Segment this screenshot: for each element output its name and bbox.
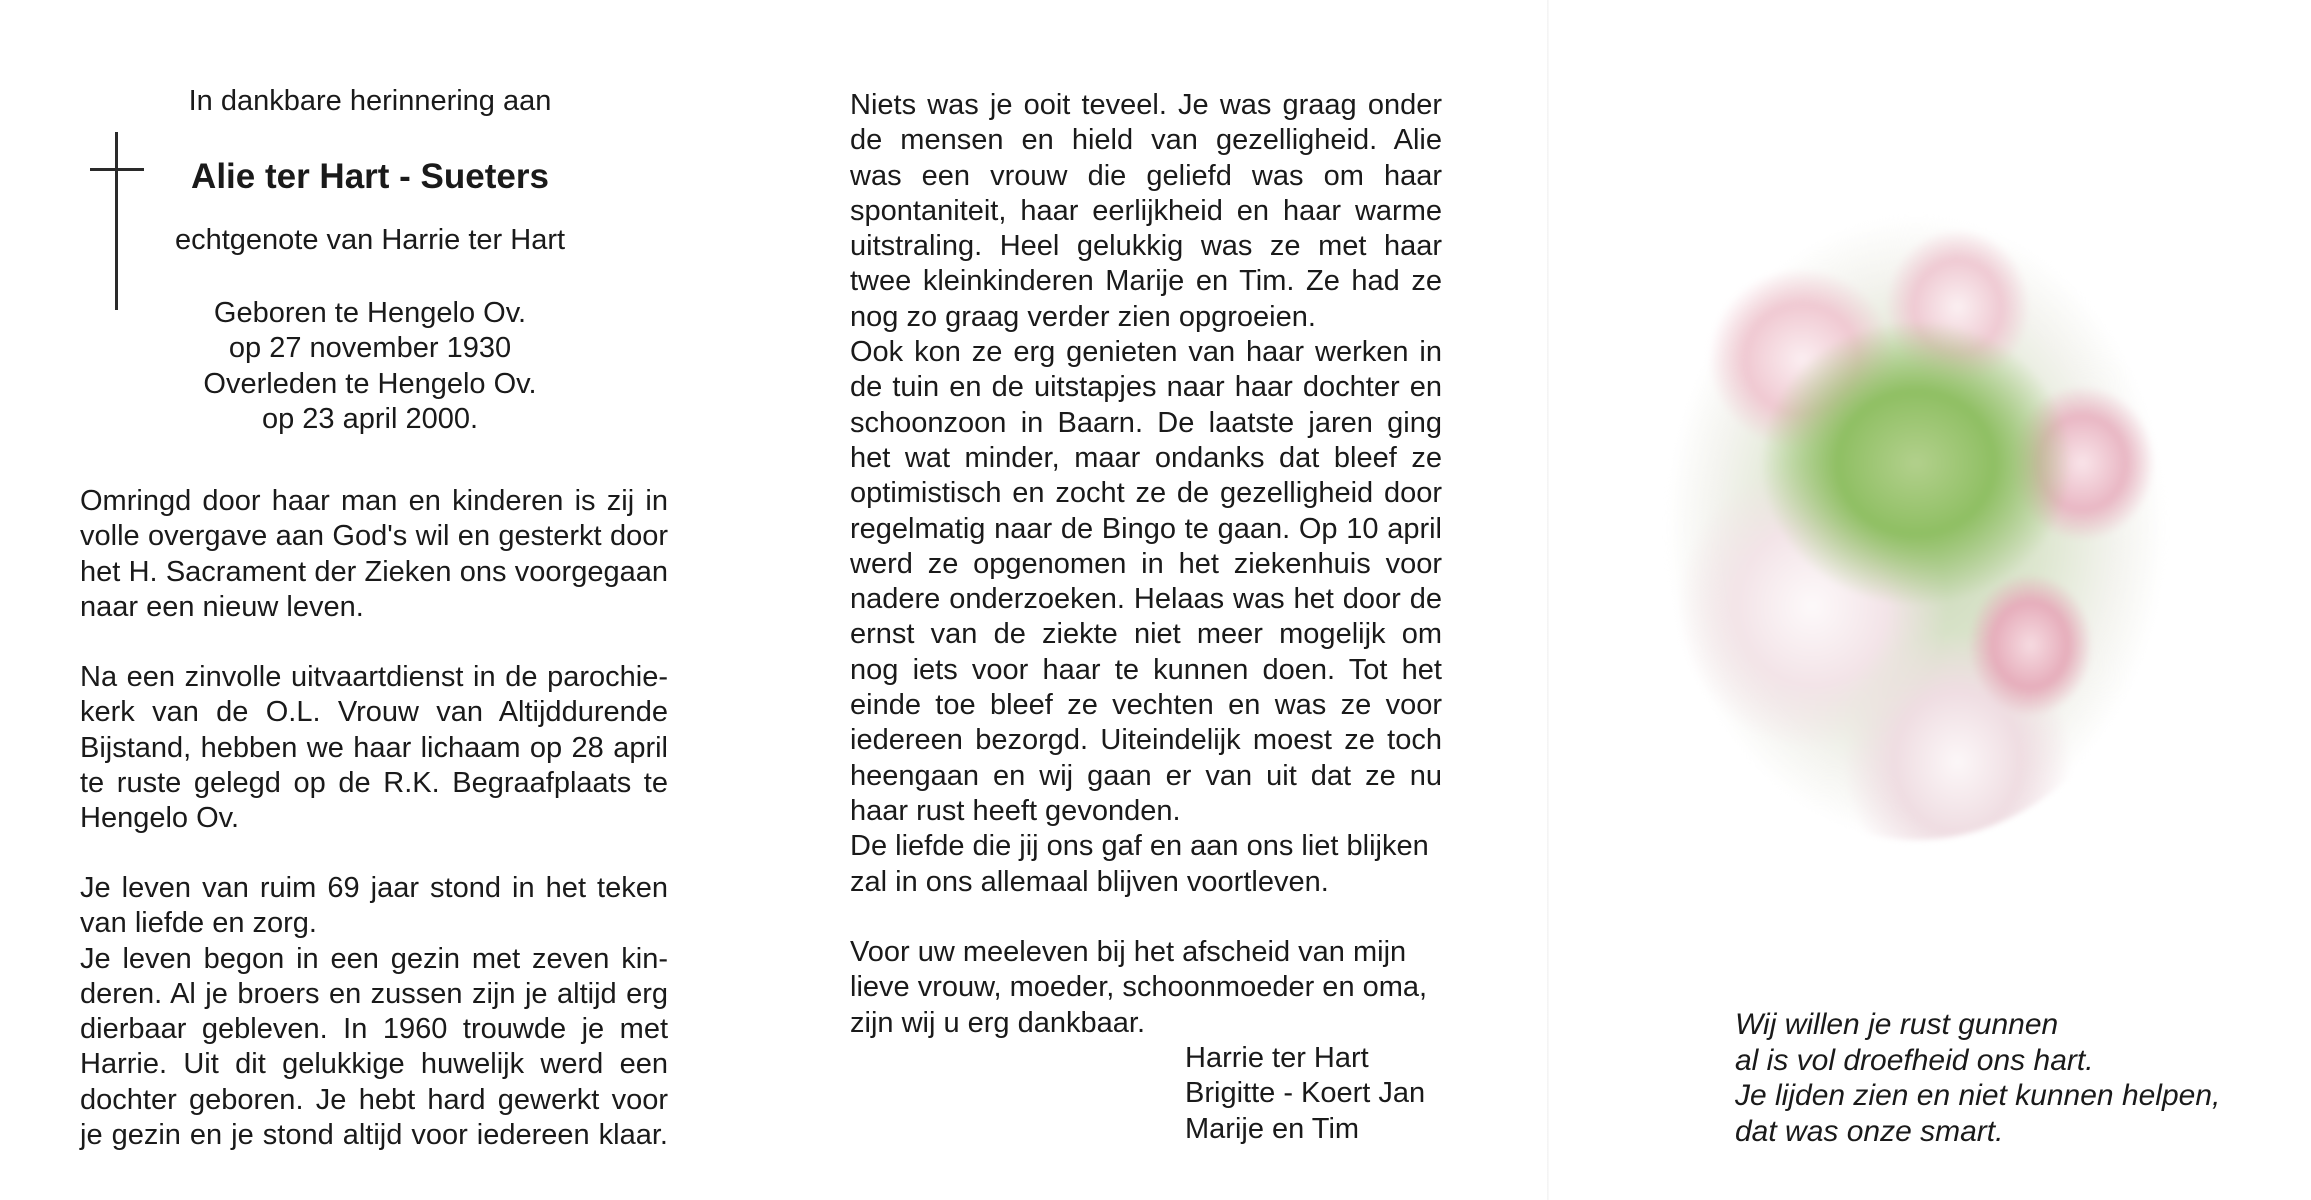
- name-line: Alie ter Hart - Sueters: [191, 157, 549, 196]
- text-line: was een vrouw die geliefd was om haar: [850, 159, 1442, 192]
- text-line: volle overgave aan God's wil en gesterkt door: [80, 520, 668, 553]
- poem: [1735, 1007, 2295, 1149]
- text-line: dierbaar gebleven. In 1960 trouwde je met: [80, 1013, 668, 1046]
- text-line: deren. Al je broers en zussen zijn je altijd erg: [80, 977, 668, 1010]
- text-line: ernst van de ziekte niet meer mogelijk om: [850, 618, 1442, 651]
- text-line: zijn wij u erg dankbaar.: [850, 1006, 1145, 1039]
- poem-line: al is vol droefheid ons hart.: [1735, 1043, 2094, 1077]
- text-line: nog zo graag verder zien opgroeien.: [850, 300, 1316, 333]
- paragraph-life: [80, 871, 668, 1153]
- spouse-line: echtgenote van Harrie ter Hart: [174, 224, 566, 256]
- text-line: regelmatig naar de Bingo te gaan. Op 10 april: [850, 512, 1442, 545]
- spouse-text: [160, 223, 580, 258]
- text-line: nog iets voor haar te kunnen doen. Tot het: [850, 653, 1442, 686]
- signature-line: Marije en Tim: [1185, 1112, 1360, 1145]
- text-line: einde toe bleef ze vechten en was ze voor: [850, 689, 1442, 722]
- text-line: Harrie. Uit dit gelukkige huwelijk werd een: [80, 1048, 668, 1081]
- cross-icon-bar: [90, 168, 144, 171]
- text-line: Ook kon ze erg genieten van haar werken in: [850, 336, 1442, 369]
- text-line: De liefde die jij ons gaf en aan ons liet blijken: [850, 830, 1429, 863]
- poem-line: Wij willen je rust gunnen: [1735, 1008, 2059, 1041]
- text-line: het H. Sacrament der Zieken ons voorgegaan: [80, 555, 668, 588]
- text-line: je gezin en je stond altijd voor iedereen klaar.: [80, 1119, 668, 1152]
- text-line: kerk van de O.L. Vrouw van Altijddurende: [80, 696, 668, 729]
- text-line: Je leven begon in een gezin met zeven kin-: [80, 942, 668, 975]
- signature-line: Brigitte - Koert Jan: [1185, 1077, 1426, 1110]
- poem-line: Je lijden zien en niet kunnen helpen,: [1735, 1079, 2221, 1112]
- text-line: nadere onderzoeken. Helaas was het door de: [850, 583, 1442, 616]
- text-line: Omringd door haar man en kinderen is zij in: [80, 485, 668, 517]
- text-line: optimistisch en zocht ze de gezelligheid door: [850, 477, 1442, 510]
- text-line: Bijstand, hebben we haar lichaam op 28 april: [80, 731, 668, 764]
- text-line: Voor uw meeleven bij het afscheid van mijn: [850, 936, 1407, 968]
- text-line: uitstraling. Heel gelukkig was ze met haar: [850, 230, 1442, 263]
- text-line: schoonzoon in Baarn. De laatste jaren ging: [850, 406, 1442, 439]
- text-line: de tuin en de uitstapjes naar haar dochter en: [850, 371, 1442, 404]
- text-line: twee kleinkinderen Marije en Tim. Ze had ze: [850, 265, 1442, 298]
- card-panel-middle: [778, 0, 1556, 1200]
- text-line: zal in ons allemaal blijven voortleven.: [850, 865, 1329, 898]
- paragraph-passing: [80, 484, 668, 625]
- text-line: haar rust heeft gevonden.: [850, 794, 1181, 827]
- birth-date: op 27 november 1930: [228, 332, 512, 365]
- text-line: heengaan en wij gaan er van uit dat ze nu: [850, 759, 1442, 792]
- text-line: werd ze opgenomen in het ziekenhuis voor: [850, 547, 1442, 580]
- text-line: Niets was je ooit teveel. Je was graag onder: [850, 89, 1442, 121]
- life-dates: [160, 296, 580, 437]
- cross-icon: [115, 132, 118, 310]
- paragraph-funeral: [80, 660, 668, 836]
- text-line: de mensen en hield van gezelligheid. Alie: [850, 124, 1442, 157]
- text-line: dochter geboren. Je hebt hard gewerkt voor: [80, 1083, 668, 1116]
- text-line: van liefde en zorg.: [80, 907, 317, 940]
- intro-line: In dankbare herinnering aan: [188, 85, 552, 117]
- poem-line: dat was onze smart.: [1735, 1114, 2004, 1148]
- death-date: op 23 april 2000.: [261, 402, 479, 435]
- text-line: naar een nieuw leven.: [80, 590, 364, 623]
- text-line: het wat minder, maar ondanks dat bleef ze: [850, 441, 1442, 474]
- intro-text: [180, 84, 560, 119]
- text-line: Je leven van ruim 69 jaar stond in het teken: [80, 872, 668, 904]
- paragraph-character: [850, 88, 1442, 900]
- text-line: spontaniteit, haar eerlijkheid en haar warme: [850, 194, 1442, 227]
- card-panel-left: [0, 0, 778, 1200]
- text-line: Hengelo Ov.: [80, 802, 240, 835]
- text-line: iedereen bezorgd. Uiteindelijk moest ze toch: [850, 724, 1442, 757]
- birth-place: Geboren te Hengelo Ov.: [213, 297, 527, 329]
- text-line: Na een zinvolle uitvaartdienst in de parochie-: [80, 661, 668, 693]
- signature-line: Harrie ter Hart: [1185, 1042, 1369, 1074]
- signatures: [1185, 1041, 1515, 1147]
- text-line: te ruste gelegd op de R.K. Begraafplaats te: [80, 766, 668, 799]
- deceased-name: [180, 155, 560, 199]
- death-place: Overleden te Hengelo Ov.: [203, 367, 537, 400]
- apple-blossom-photo: [1656, 190, 2176, 840]
- thanks-text: [850, 935, 1450, 1041]
- text-line: lieve vrouw, moeder, schoonmoeder en oma,: [850, 971, 1428, 1004]
